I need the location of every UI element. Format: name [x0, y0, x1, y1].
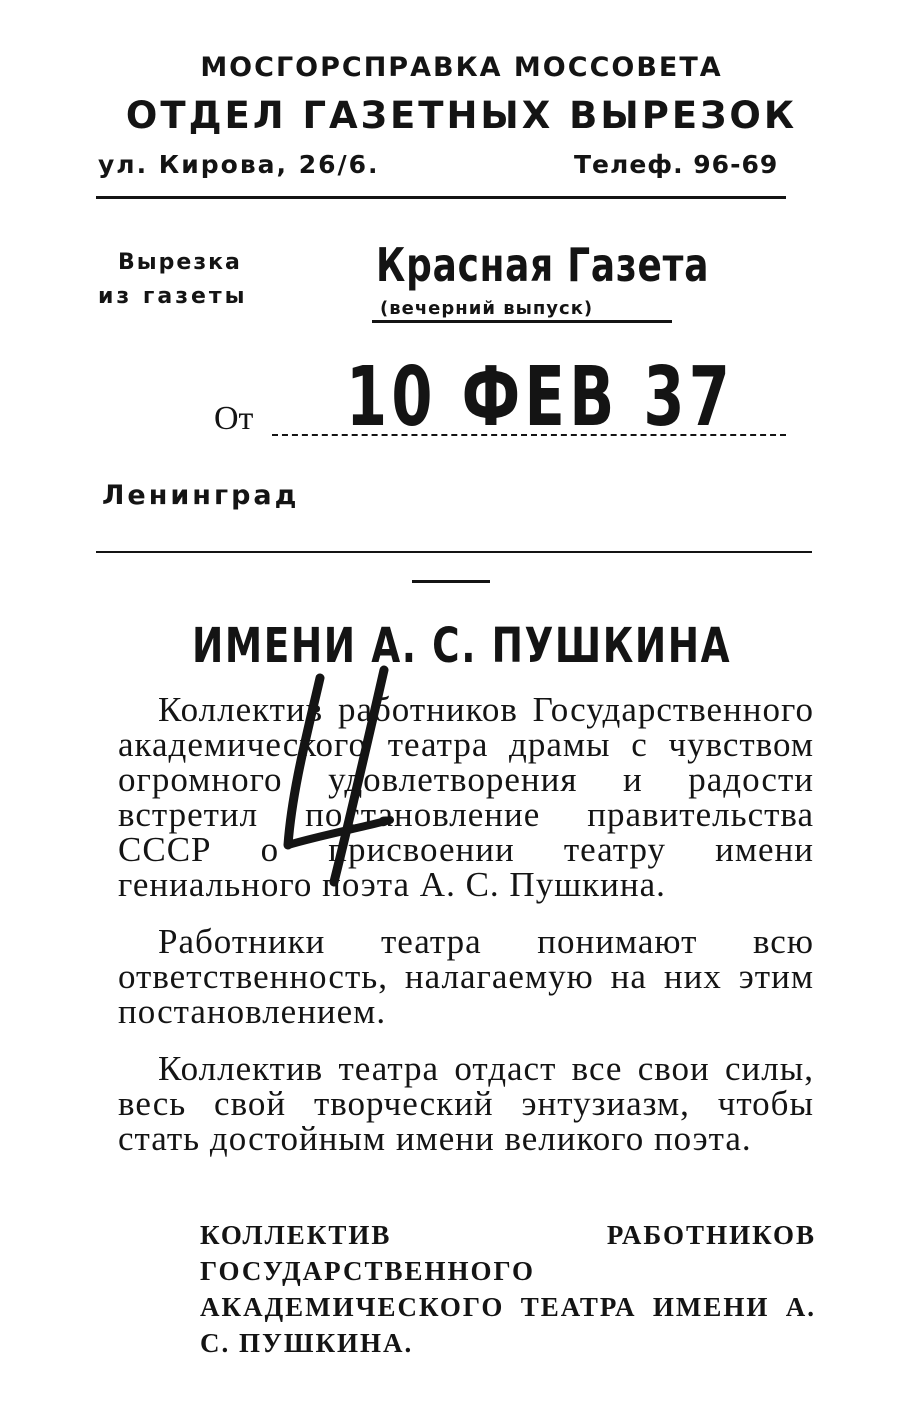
separator-rule [96, 551, 812, 553]
article-paragraph: Коллектив театра отдаст все свои силы, весь свой творческий энтузиазм, чтобы стать достойным имени великого поэта. [118, 1049, 814, 1158]
clipping-label-line2: из газеты [98, 284, 248, 309]
article-body [118, 692, 814, 1178]
newspaper-name: Красная Газета [376, 238, 710, 292]
newspaper-edition: (вечерний выпуск) [380, 298, 594, 319]
stamp-department: ОТДЕЛ ГАЗЕТНЫХ ВЫРЕЗОК [125, 94, 798, 137]
newspaper-edition-underline [372, 320, 672, 323]
header-rule [96, 196, 786, 199]
city-label: Ленинград [102, 480, 300, 511]
date-from-label: От [214, 400, 254, 437]
stamp-organization: МОСГОРСПРАВКА МОССОВЕТА [200, 52, 723, 83]
article-paragraph: Коллектив работников Государственного академического театра драмы с чувством огромного удовлетворения и радости встретил постановление правительства СССР о присвоении театру имени гениального поэта А. С. Пушкина. [118, 690, 814, 904]
stamp-address: ул. Кирова, 26/6. [98, 150, 380, 179]
date-stamp: 10 ФЕВ 37 [346, 350, 735, 445]
article-headline: ИМЕНИ А. С. ПУШКИНА [192, 618, 732, 674]
article-signature: КОЛЛЕКТИВ РАБОТНИКОВ ГОСУДАРСТВЕННОГО АКАДЕМИЧЕСКОГО ТЕАТРА ИМЕНИ А. С. ПУШКИНА. [200, 1220, 816, 1358]
article-paragraph: Работники театра понимают всю ответственность, налагаемую на них этим постановлением. [118, 922, 814, 1031]
clipping-label-line1: Вырезка [118, 250, 242, 275]
stamp-phone: Телеф. 96-69 [574, 150, 779, 179]
handwritten-mark-icon [272, 660, 422, 890]
article-top-rule [412, 580, 490, 583]
